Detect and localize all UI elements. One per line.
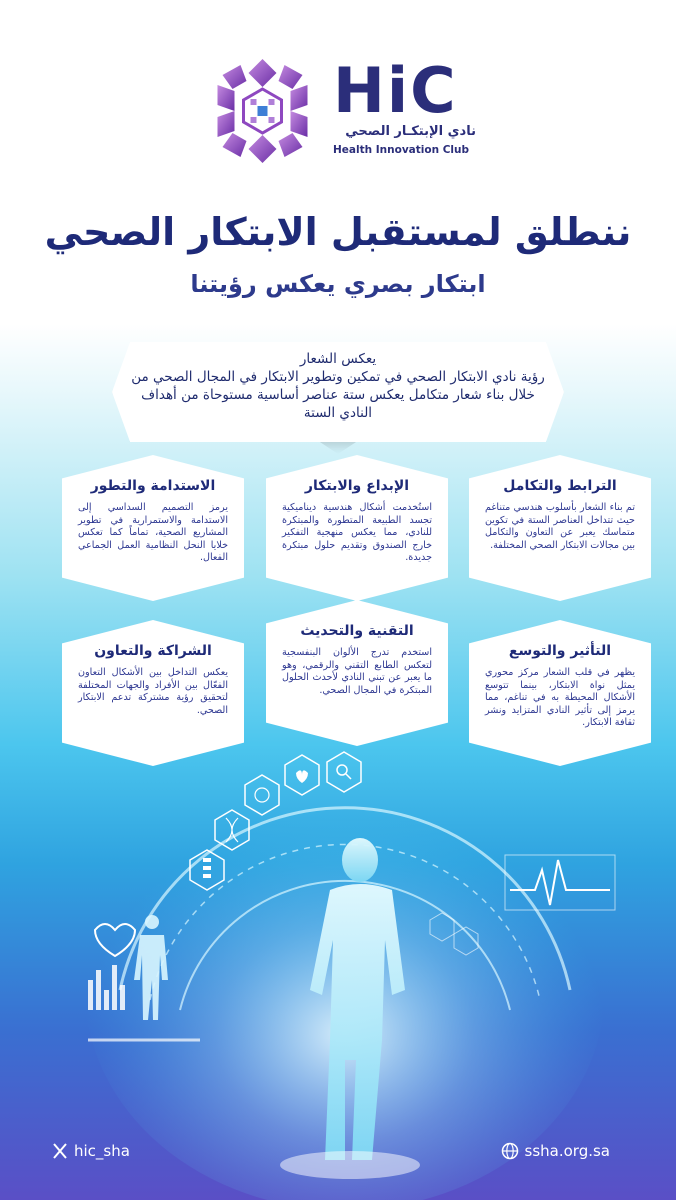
intro-text: [130, 350, 546, 422]
website-link[interactable]: [501, 1142, 610, 1160]
intro-body: رؤية نادي الابتكار الصحي في تمكين وتطوير الابتكار في المجال الصحي من خلال بناء شعار متكامل يعكس ستة عناصر أساسية مستوحاة من أهداف النادي الستة: [131, 369, 545, 421]
card-body: يظهر في قلب الشعار مركز محوري يمثل نواة الابتكار، بينما تتوسع الأشكال المحيطة به في تناغم، مما يرمز إلى تأثير النادي المتزايد ونشر ثقافة الابتكار.: [485, 667, 635, 728]
logo-title: HiC: [333, 54, 458, 127]
logo-wordmark: [333, 56, 478, 166]
card-body: استخدم تدرج الألوان البنفسجية لتعكس الطابع التقني والرقمي، وهو ما يعبر عن تبني النادي لأحدث الحلول المبتكرة في المجال الصحي.: [282, 647, 432, 696]
website-url: ssha.org.sa: [524, 1142, 610, 1160]
card-body: يرمز التصميم السداسي إلى الاستدامة والاستمرارية في تطوير المشاريع الصحية، تماماً كما تعكس خلايا النحل النظامية العمل الجماعي الفعال.: [78, 502, 228, 563]
logo: [205, 56, 475, 166]
card-impact-content: [485, 643, 635, 730]
globe-icon: [501, 1142, 519, 1160]
card-title: الاستدامة والتطور: [90, 478, 216, 494]
card-technology-content: [282, 623, 432, 697]
card-body: استُخدمت أشكال هندسية ديناميكية تجسد الطبيعة المتطورة والمبتكرة للنادي، مما يعكس منهجية التفكير خارج الصندوق وتقديم حلول مبتكرة جديدة.: [282, 502, 432, 563]
card-sustainability-content: [78, 478, 228, 565]
card-body: يعكس التداخل بين الأشكال التعاون الفعّال بين الأفراد والجهات المختلفة لتحقيق رؤية مشتركة تدعم الابتكار الصحي.: [78, 667, 228, 716]
twitter-link[interactable]: [52, 1142, 130, 1160]
x-twitter-icon: [52, 1143, 68, 1159]
intro-lead: يعكس الشعار: [299, 351, 377, 367]
hexagon-logo-icon: [205, 56, 320, 166]
page-subtitle: ابتكار بصري يعكس رؤيتنا: [190, 270, 486, 298]
card-creativity-content: [282, 478, 432, 565]
card-connection-content: [485, 478, 635, 552]
logo-english-name: Health Innovation Club: [333, 144, 470, 156]
health-tech-illustration: [0, 740, 676, 1200]
card-body: تم بناء الشعار بأسلوب هندسي متناغم حيث تتداخل العناصر الستة في تكوين متماسك يعبر عن التعاون والتكامل بين مجالات الابتكار الصحي المختلفة.: [485, 502, 635, 551]
card-title: الترابط والتكامل: [503, 478, 617, 494]
card-partnership-content: [78, 643, 228, 717]
page-title: ننطلق لمستقبل الابتكار الصحي: [44, 210, 632, 254]
card-title: الشراكة والتعاون: [94, 643, 212, 659]
twitter-handle: hic_sha: [74, 1142, 130, 1160]
card-title: التقنية والتحديث: [300, 623, 414, 639]
card-title: التأثير والتوسع: [508, 643, 612, 659]
card-title: الإبداع والابتكار: [304, 478, 410, 494]
logo-arabic-name: نادي الإبتكـار الصحي: [345, 124, 476, 139]
